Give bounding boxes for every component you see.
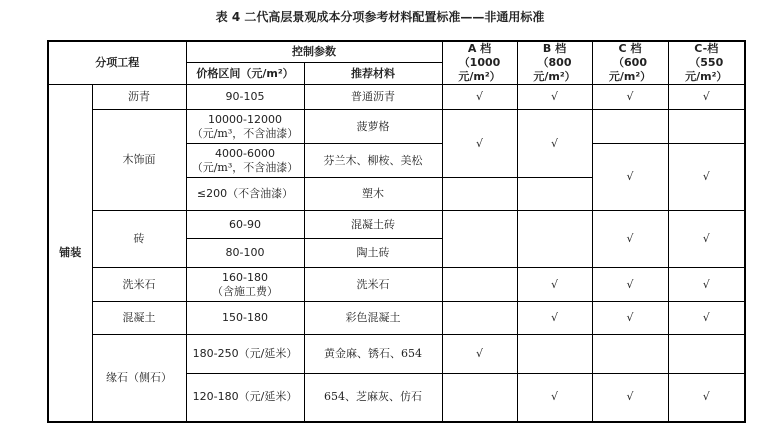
wood-r2-price-value: 4000-6000: [215, 146, 275, 160]
header-recommended: 推荐材料: [304, 63, 442, 85]
curb-r2-empty-a: [442, 374, 517, 422]
wood-r2-material: 芬兰木、柳桉、美松: [304, 144, 442, 178]
grade-a-price: （1000 元/m²）: [458, 56, 501, 83]
header-grade-b: [517, 41, 592, 85]
terrazzo-material: 洗米石: [304, 268, 442, 302]
wood-r1-price-value: 10000-12000: [208, 112, 282, 126]
grade-a-label: A 档: [467, 42, 492, 55]
wood-r1-empty-cm: [668, 110, 745, 144]
curb-r1-empty-cm: [668, 335, 745, 374]
wood-r3-price: ≤200（不含油漆）: [186, 178, 304, 211]
wood-check-a: √: [442, 110, 517, 178]
concrete-price: 150-180: [186, 302, 304, 335]
curb-r2-price: 120-180（元/延米）: [186, 374, 304, 422]
brick-r2-price: 80-100: [186, 239, 304, 268]
header-item: 分项工程: [48, 41, 186, 85]
curb-r2-material: 654、芝麻灰、仿石: [304, 374, 442, 422]
grade-c-minus-price: （550 元/m²）: [685, 56, 728, 83]
wood-r1-price-note: （元/m³，不含油漆）: [191, 126, 299, 140]
brick-check-c: √: [592, 211, 668, 268]
header-control: 控制参数: [186, 41, 442, 63]
grade-b-label: B 档: [542, 42, 567, 55]
wood-r3-empty-b: [517, 178, 592, 211]
item-curb: 缘石（侧石）: [92, 335, 186, 422]
curb-r1-material: 黄金麻、锈石、654: [304, 335, 442, 374]
wood-check-b: √: [517, 110, 592, 178]
terrazzo-check-b: √: [517, 268, 592, 302]
asphalt-check-b: √: [517, 85, 592, 110]
wood-r1-empty-c: [592, 110, 668, 144]
grade-c-price: （600 元/m²）: [608, 56, 652, 83]
concrete-check-c: √: [592, 302, 668, 335]
asphalt-price: 90-105: [186, 85, 304, 110]
grade-c-label: C 档: [618, 42, 642, 55]
header-grade-a: [442, 41, 517, 85]
header-grade-c-minus: [668, 41, 745, 85]
material-standard-table: [47, 40, 746, 423]
wood-r2-price-note: （元/m³，不含油漆）: [191, 160, 299, 174]
terrazzo-empty-a: [442, 268, 517, 302]
concrete-check-b: √: [517, 302, 592, 335]
asphalt-check-cm: √: [668, 85, 745, 110]
grade-c-minus-label: C-档: [694, 42, 719, 55]
wood-r1-material: 菠萝格: [304, 110, 442, 144]
header-grade-c: [592, 41, 668, 85]
curb-r1-empty-c: [592, 335, 668, 374]
asphalt-check-a: √: [442, 85, 517, 110]
item-concrete: 混凝土: [92, 302, 186, 335]
item-terrazzo: 洗米石: [92, 268, 186, 302]
curb-r1-check-a: √: [442, 335, 517, 374]
brick-r2-material: 陶土砖: [304, 239, 442, 268]
terrazzo-check-cm: √: [668, 268, 745, 302]
brick-empty-a: [442, 211, 517, 268]
brick-r1-price: 60-90: [186, 211, 304, 239]
asphalt-check-c: √: [592, 85, 668, 110]
curb-r1-empty-b: [517, 335, 592, 374]
asphalt-material: 普通沥青: [304, 85, 442, 110]
grade-b-price: （800 元/m²）: [533, 56, 576, 83]
terrazzo-price: [186, 268, 304, 302]
wood-check-cm: √: [668, 144, 745, 211]
category-paving: 铺装: [48, 85, 92, 422]
curb-r2-check-cm: √: [668, 374, 745, 422]
concrete-empty-a: [442, 302, 517, 335]
terrazzo-price-value: 160-180: [222, 270, 268, 284]
wood-r3-material: 塑木: [304, 178, 442, 211]
concrete-material: 彩色混凝土: [304, 302, 442, 335]
header-price-range: 价格区间（元/m²）: [186, 63, 304, 85]
brick-empty-b: [517, 211, 592, 268]
wood-check-c: √: [592, 144, 668, 211]
terrazzo-check-c: √: [592, 268, 668, 302]
wood-r1-price: [186, 110, 304, 144]
wood-r3-empty-a: [442, 178, 517, 211]
wood-r2-price: [186, 144, 304, 178]
item-asphalt: 沥青: [92, 85, 186, 110]
item-wood: 木饰面: [92, 110, 186, 211]
curb-r2-check-b: √: [517, 374, 592, 422]
item-brick: 砖: [92, 211, 186, 268]
concrete-check-cm: √: [668, 302, 745, 335]
table-caption: 表 4 二代高层景观成本分项参考材料配置标准——非通用标准: [215, 10, 545, 24]
terrazzo-price-note: （含施工费）: [212, 284, 278, 298]
curb-r1-price: 180-250（元/延米）: [186, 335, 304, 374]
brick-r1-material: 混凝土砖: [304, 211, 442, 239]
brick-check-cm: √: [668, 211, 745, 268]
curb-r2-check-c: √: [592, 374, 668, 422]
